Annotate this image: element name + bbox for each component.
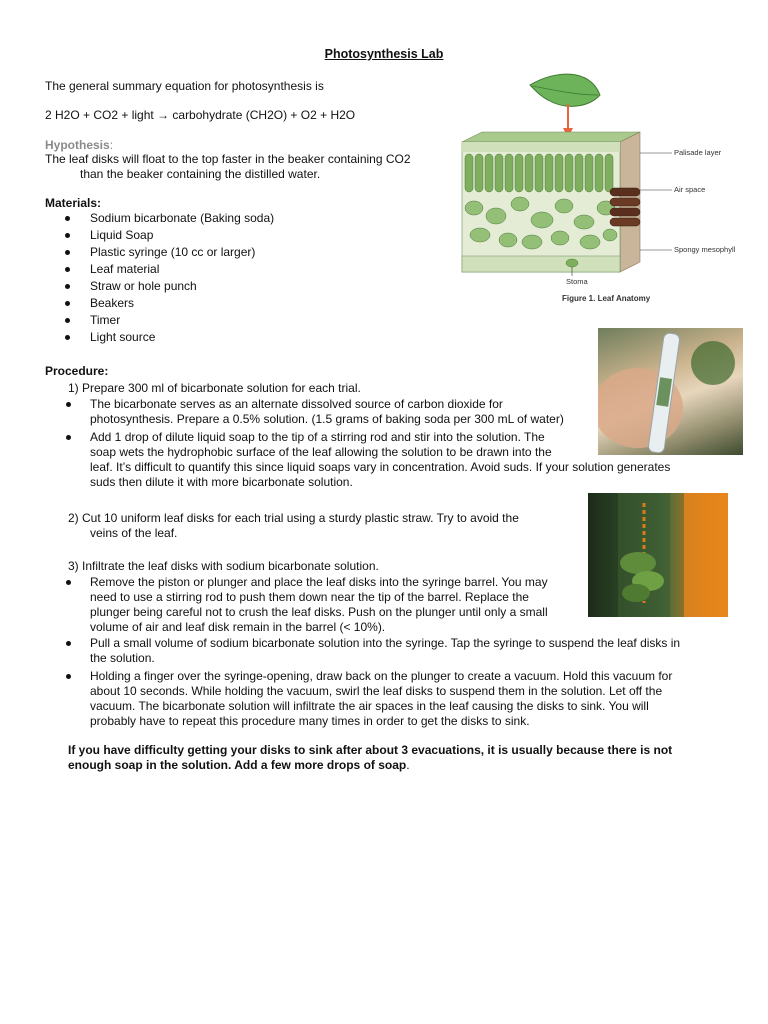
- step3-bullet-1-line-2: need to use a stirring rod to push them down near the tip of the barrel. Replace the: [90, 590, 529, 604]
- note-line-2-text: enough soap in the solution. Add a few more drops of soap: [68, 758, 407, 772]
- hypothesis-label: Hypothesis: [45, 138, 110, 152]
- intro-text: The general summary equation for photosynthesis is: [45, 79, 324, 93]
- step3-bullet-1-line-1: Remove the piston or plunger and place the leaf disks into the syringe barrel. You may: [90, 575, 548, 589]
- hypothesis-colon: :: [109, 138, 114, 152]
- list-item: Straw or hole punch: [62, 278, 482, 295]
- step3-bullet-2-line-1: Pull a small volume of sodium bicarbonate solution into the syringe. Tap the syringe to suspend the leaf disks in: [90, 636, 681, 650]
- list-item: Timer: [62, 312, 482, 329]
- label-stoma: Stoma: [566, 277, 588, 286]
- note-line-1: If you have difficulty getting your disks to sink after about 3 evacuations, it is usually because there is not: [68, 743, 673, 757]
- bullet: [66, 641, 71, 646]
- leaf-anatomy-figure: [460, 70, 750, 310]
- step3-bullet-2-line-2: the solution.: [90, 651, 155, 665]
- palisade-cells: [465, 154, 613, 192]
- bullet: [66, 435, 71, 440]
- syringe-photo: [598, 328, 743, 455]
- step1-bullet-1-line-1: The bicarbonate serves as an alternate dissolved source of carbon dioxide for: [90, 397, 503, 411]
- bullet: [66, 674, 71, 679]
- step1-bullet-1-line-2: photosynthesis. Prepare a 0.5% solution. (1.5 grams of baking soda per 300 mL of water): [90, 412, 564, 426]
- list-item: Liquid Soap: [62, 227, 482, 244]
- step3-bullet-1-line-3: plunger being careful not to crush the leaf disks. Push on the plunger until only a small: [90, 605, 548, 619]
- procedure-step-2: 2) Cut 10 uniform leaf disks for each trial using a sturdy plastic straw. Try to avoid the: [68, 511, 519, 525]
- step3-bullet-3-line-2: about 10 seconds. While holding the vacuum, swirl the leaf disks to suspend them in the solution. Let off the: [90, 684, 663, 698]
- leaf-disks-photo: [588, 493, 728, 617]
- procedure-step-1: 1) Prepare 300 ml of bicarbonate solution for each trial.: [68, 381, 361, 395]
- bullet: [66, 402, 71, 407]
- hypothesis-line-1: The leaf disks will float to the top faster in the beaker containing CO2: [45, 152, 411, 166]
- hypothesis-line-2: than the beaker containing the distilled water.: [80, 167, 321, 181]
- note-period: .: [406, 758, 410, 772]
- step3-bullet-1-line-4: volume of air and leaf disk remain in the barrel (< 10%).: [90, 620, 386, 634]
- step1-bullet-2-line-1: Add 1 drop of dilute liquid soap to the tip of a stirring rod and stir into the solution. The: [90, 430, 545, 444]
- materials-heading: Materials:: [45, 196, 102, 210]
- list-item: Light source: [62, 329, 482, 346]
- page-title: Photosynthesis Lab: [324, 47, 444, 61]
- note-line-2: [68, 757, 728, 773]
- equation: 2 H2O + CO2 + light → carbohydrate (CH2O) + O2 + H2O: [45, 108, 356, 122]
- step1-bullet-2-line-4: suds then dilute it with more bicarbonate solution.: [90, 475, 353, 489]
- materials-list: [62, 210, 482, 346]
- list-item: Beakers: [62, 295, 482, 312]
- procedure-step-3: 3) Infiltrate the leaf disks with sodium bicarbonate solution.: [68, 559, 379, 573]
- label-spongy-mesophyll: Spongy mesophyll: [674, 245, 736, 254]
- procedure-heading: Procedure:: [45, 364, 109, 378]
- procedure-step-2-line-2: veins of the leaf.: [90, 526, 178, 540]
- figure-caption: Figure 1. Leaf Anatomy: [562, 294, 651, 303]
- leaf-illustration: [530, 74, 600, 106]
- bullet: [66, 580, 71, 585]
- list-item: Leaf material: [62, 261, 482, 278]
- list-item: Sodium bicarbonate (Baking soda): [62, 210, 482, 227]
- step3-bullet-3-line-3: vacuum. The bicarbonate solution will infiltrate the air spaces in the leaf causing the disks to sink. You will: [90, 699, 649, 713]
- label-air-space: Air space: [674, 185, 706, 194]
- label-palisade-layer: Palisade layer: [674, 148, 722, 157]
- step3-bullet-3-line-4: probably have to repeat this procedure many times in order to get the disks to sink.: [90, 714, 530, 728]
- step1-bullet-2-line-2: soap wets the hydrophobic surface of the leaf allowing the solution to be drawn into the: [90, 445, 552, 459]
- step1-bullet-2-line-3: leaf. It’s difficult to quantify this since liquid soaps vary in concentration. Avoid suds. If your solution generates: [90, 460, 671, 474]
- step3-bullet-3-line-1: Holding a finger over the syringe-opening, draw back on the plunger to create a vacuum. Hold this vacuum for: [90, 669, 673, 683]
- list-item: Plastic syringe (10 cc or larger): [62, 244, 482, 261]
